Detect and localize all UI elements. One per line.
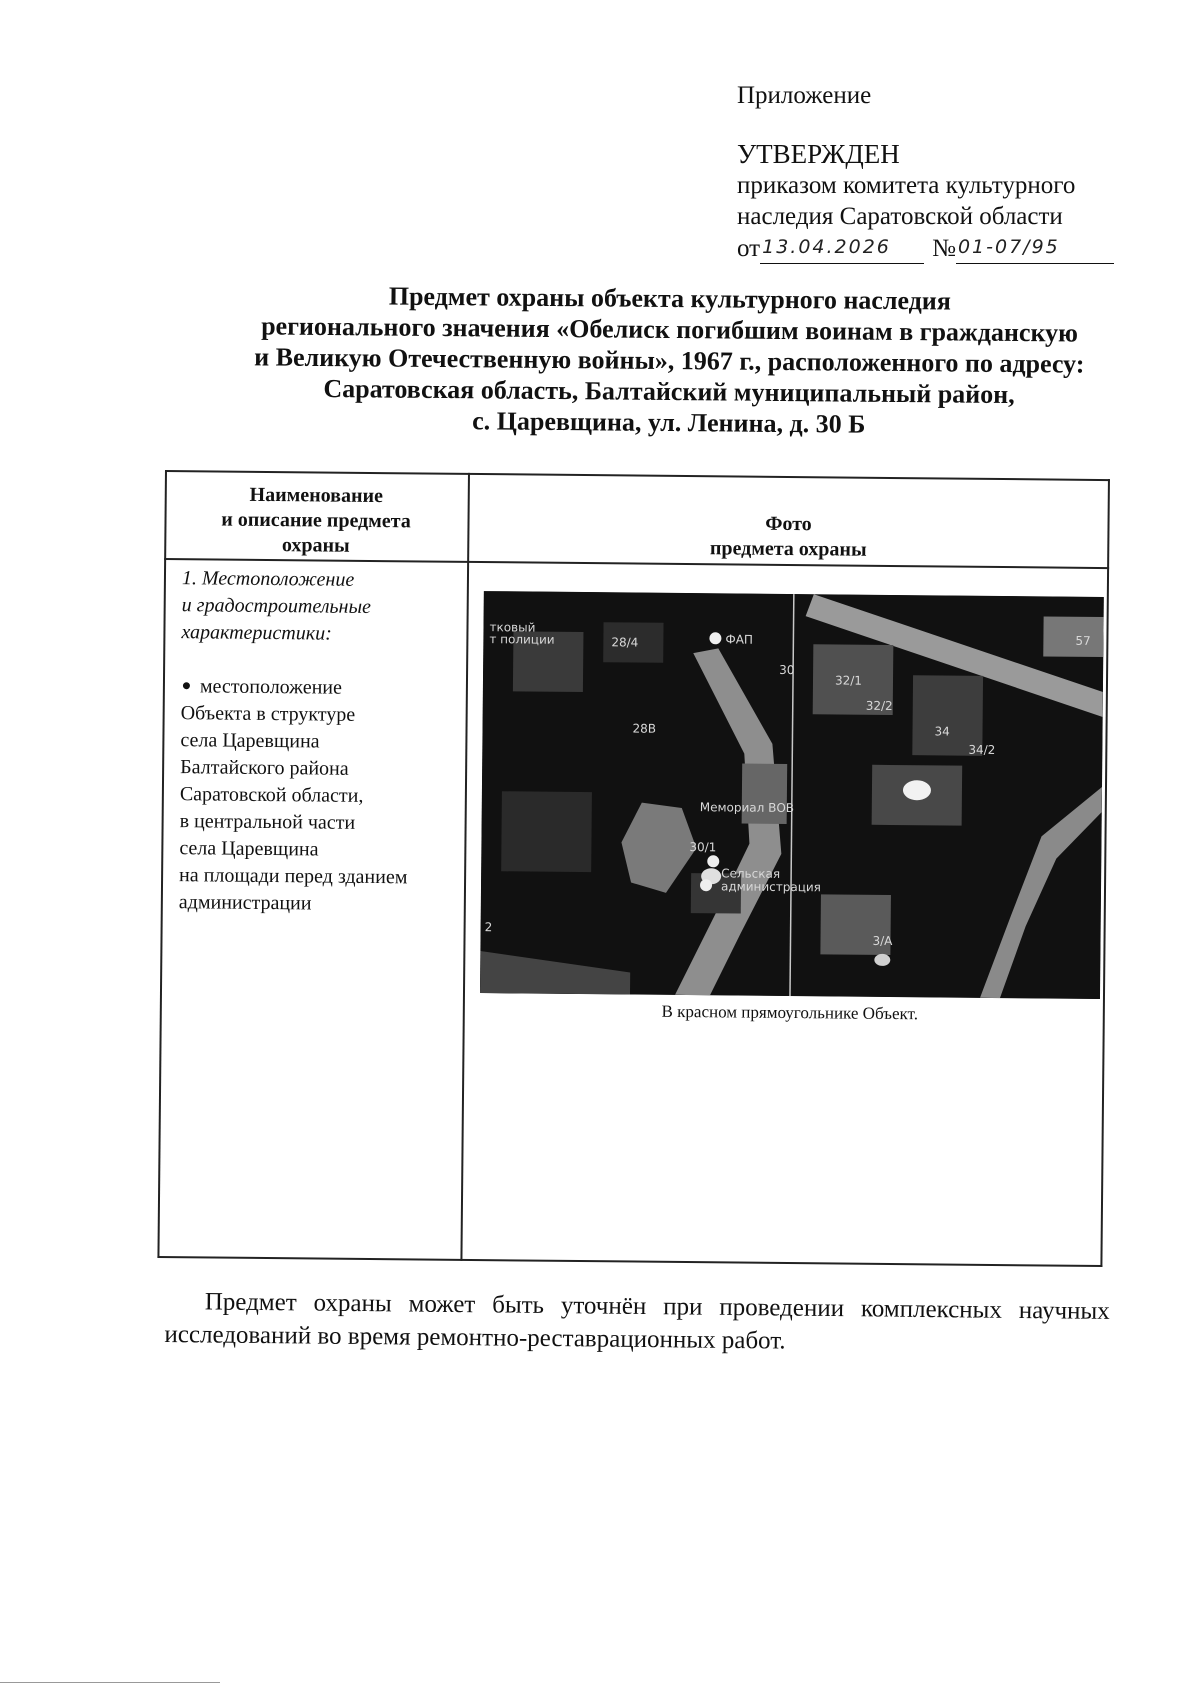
bullet-line-3: села Царевщина [180, 729, 320, 753]
title-line-1: Предмет охраны объекта культурного наследия [388, 281, 952, 316]
header-col2-line-2: предмета охраны [709, 537, 867, 561]
map-label-32-2: 32/2 [865, 698, 893, 713]
appendix-label: Приложение [737, 82, 872, 109]
map-label-fap: ФАП [725, 632, 754, 647]
map-graphics [480, 591, 1104, 999]
map-label-57: 57 [1075, 633, 1091, 648]
handwritten-number: 01-07/95 [956, 232, 1114, 264]
approval-block [737, 80, 1137, 264]
section-title-line-3: характеристики: [181, 621, 332, 645]
title-line-5: с. Царевщина, ул. Ленина, д. 30 Б [472, 406, 866, 439]
map-label-memorial: Мемориал ВОВ [699, 800, 795, 816]
table-column-divider [460, 473, 469, 1261]
document-title [189, 279, 1150, 442]
map-label-police-2: т полиции [489, 632, 555, 647]
header-col2-line-1: Фото [765, 512, 812, 536]
number-prefix: № [932, 235, 956, 262]
map-label-28-4: 28/4 [611, 635, 639, 650]
bullet-line-5: Саратовской области, [179, 783, 364, 807]
section-title-line-1: 1. Местоположение [181, 567, 355, 591]
map-label-32-1: 32/1 [834, 673, 863, 688]
map-caption: В красном прямоугольнике Объект. [661, 1001, 919, 1024]
map-label-30: 30 [779, 662, 795, 678]
order-line-1: приказом комитета культурного [737, 172, 1076, 199]
header-cell-photo [467, 509, 1109, 565]
date-prefix: от [737, 235, 761, 262]
map-label-34: 34 [934, 724, 950, 739]
bullet-line-2: Объекта в структуре [180, 702, 356, 726]
satellite-map-image [480, 591, 1104, 999]
table-border-left [157, 470, 166, 1258]
bullet-line-6: в центральной части [179, 810, 356, 834]
header-col1-line-2: и описание предмета [221, 508, 411, 533]
title-line-2: регионального значения «Обелиск погибшим воинам в гражданскую [261, 311, 1079, 348]
table-border-bottom [157, 1256, 1102, 1267]
map-label-34-2: 34/2 [968, 742, 996, 757]
bullet-line-9: администрации [178, 891, 312, 915]
protection-subject-table [157, 470, 1110, 1267]
title-line-4: Саратовская область, Балтайский муниципальный район, [323, 373, 1015, 410]
section-title-line-2: и градостроительные [181, 594, 372, 618]
order-line-2: наследия Саратовской области [737, 203, 1063, 230]
table-border-top [165, 470, 1110, 481]
header-col1-line-1: Наименование [249, 483, 384, 508]
bullet-line-8: на площади перед зданием [179, 864, 408, 889]
title-line-3: и Великую Отечественную войны», 1967 г., расположенного по адресу: [254, 342, 1085, 379]
bullet-line-4: Балтайского района [180, 756, 349, 780]
header-cell-description [164, 482, 468, 560]
scan-edge-line [0, 1682, 220, 1683]
map-label-28b: 28В [632, 721, 657, 736]
map-label-admin-1: Сельская [721, 866, 781, 881]
closing-paragraph: Предмет охраны может быть уточнён при проведении комплексных научных исследований во время ремонтно-реставрационных работ. [164, 1288, 1110, 1355]
map-label-2: 2 [484, 920, 493, 935]
map-label-30-1: 30/1 [689, 840, 717, 855]
order-date-number-row [737, 232, 1137, 264]
bullet-item [181, 673, 451, 703]
row1-description-cell [179, 565, 452, 919]
map-label-3a: 3/А [872, 933, 893, 949]
handwritten-date: 13.04.2026 [760, 232, 924, 264]
bullet-line-1: местоположение [199, 675, 343, 699]
map-label-admin-2: администрация [720, 879, 821, 895]
map-label-police-1: тковый [489, 620, 536, 635]
approved-label: УТВЕРЖДЕН [737, 139, 900, 169]
header-col1-line-3: охраны [281, 534, 350, 557]
bullet-line-7: села Царевщина [179, 837, 319, 861]
bullet-icon [183, 682, 190, 689]
